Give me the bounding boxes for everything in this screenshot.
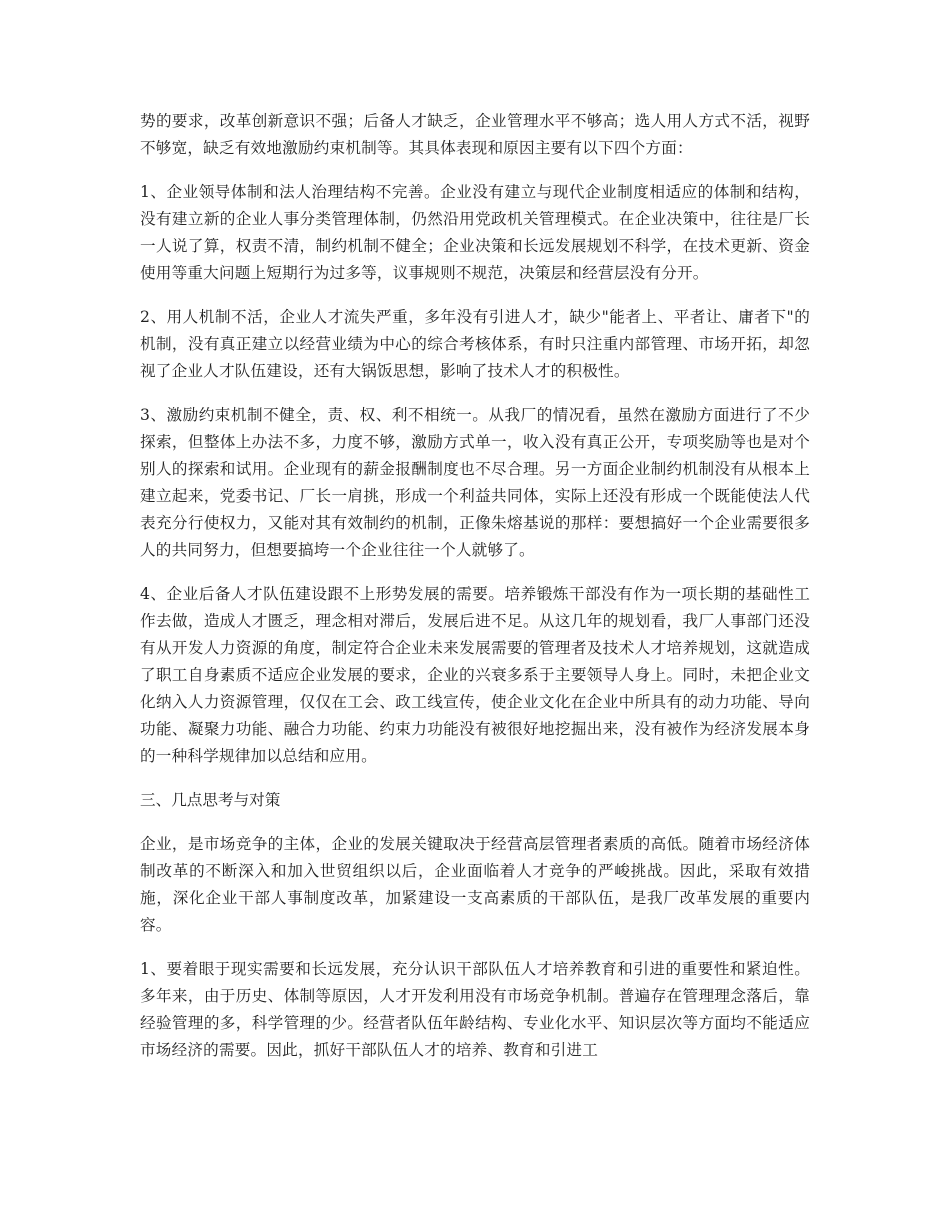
paragraph-section-intro: 企业，是市场竞争的主体，企业的发展关键取决于经营高层管理者素质的高低。随着市场经济体制改革的不断深入和加入世贸组织以后，企业面临着人才竞争的严峻挑战。因此，采取有效措施，深化企业干部人事制度改革，加紧建设一支高素质的干部队伍，是我厂改革发展的重要内容。	[140, 835, 810, 934]
paragraph-point-3: 3、激励约束机制不健全，责、权、利不相统一。从我厂的情况看，虽然在激励方面进行了不少探索，但整体上办法不多，力度不够，激励方式单一，收入没有真正公开，专项奖励等也是对个别人的探索和试用。企业现有的薪金报酬制度也不尽合理。另一方面企业制约机制没有从根本上建立起来，党委书记、厂长一肩挑，形成一个利益共同体，实际上还没有形成一个既能使法人代表充分行使权力，又能对其有效制约的机制，正像朱熔基说的那样：要想搞好一个企业需要很多人的共同努力，但想要搞垮一个企业往往一个人就够了。	[140, 406, 810, 559]
paragraph-intro: 势的要求，改革创新意识不强；后备人才缺乏，企业管理水平不够高；选人用人方式不活，视野不够宽，缺乏有效地激励约束机制等。其具体表现和原因主要有以下四个方面：	[140, 112, 810, 157]
paragraph-point-4: 4、企业后备人才队伍建设跟不上形势发展的需要。培养锻炼干部没有作为一项长期的基础性工作去做，造成人才匮乏，理念相对滞后，发展后进不足。从这几年的规划看，我厂人事部门还没有从开发人力资源的角度，制定符合企业未来发展需要的管理者及技术人才培养规划，这就造成了职工自身素质不适应企业发展的要求，企业的兴衰多系于主要领导人身上。同时，未把企业文化纳入人力资源管理，仅仅在工会、政工线宣传，使企业文化在企业中所具有的动力功能、导向功能、凝聚力功能、融合力功能、约束力功能没有被很好地挖掘出来，没有被作为经济发展本身的一种科学规律加以总结和应用。	[140, 585, 810, 765]
paragraph-point-1: 1、企业领导体制和法人治理结构不完善。企业没有建立与现代企业制度相适应的体制和结构，没有建立新的企业人事分类管理体制，仍然沿用党政机关管理模式。在企业决策中，往往是厂长一人说了算，权责不清，制约机制不健全；企业决策和长远发展规划不科学，在技术更新、资金使用等重大问题上短期行为过多等，议事规则不规范，决策层和经营层没有分开。	[140, 183, 810, 282]
document-page	[140, 108, 810, 1081]
paragraph-point-2: 2、用人机制不活，企业人才流失严重，多年没有引进人才，缺少"能者上、平者让、庸者下"的机制，没有真正建立以经营业绩为中心的综合考核体系，有时只注重内部管理、市场开拓，却忽视了企业人才队伍建设，还有大锅饭思想，影响了技术人才的积极性。	[140, 308, 810, 380]
section-heading: 三、几点思考与对策	[140, 791, 281, 809]
paragraph-measure-1: 1、要着眼于现实需要和长远发展，充分认识干部队伍人才培养教育和引进的重要性和紧迫性。多年来，由于历史、体制等原因，人才开发利用没有市场竞争机制。普遍存在管理理念落后，靠经验管理的多，科学管理的少。经营者队伍年龄结构、专业化水平、知识层次等方面均不能适应市场经济的需要。因此，抓好干部队伍人才的培养、教育和引进工	[140, 960, 810, 1059]
